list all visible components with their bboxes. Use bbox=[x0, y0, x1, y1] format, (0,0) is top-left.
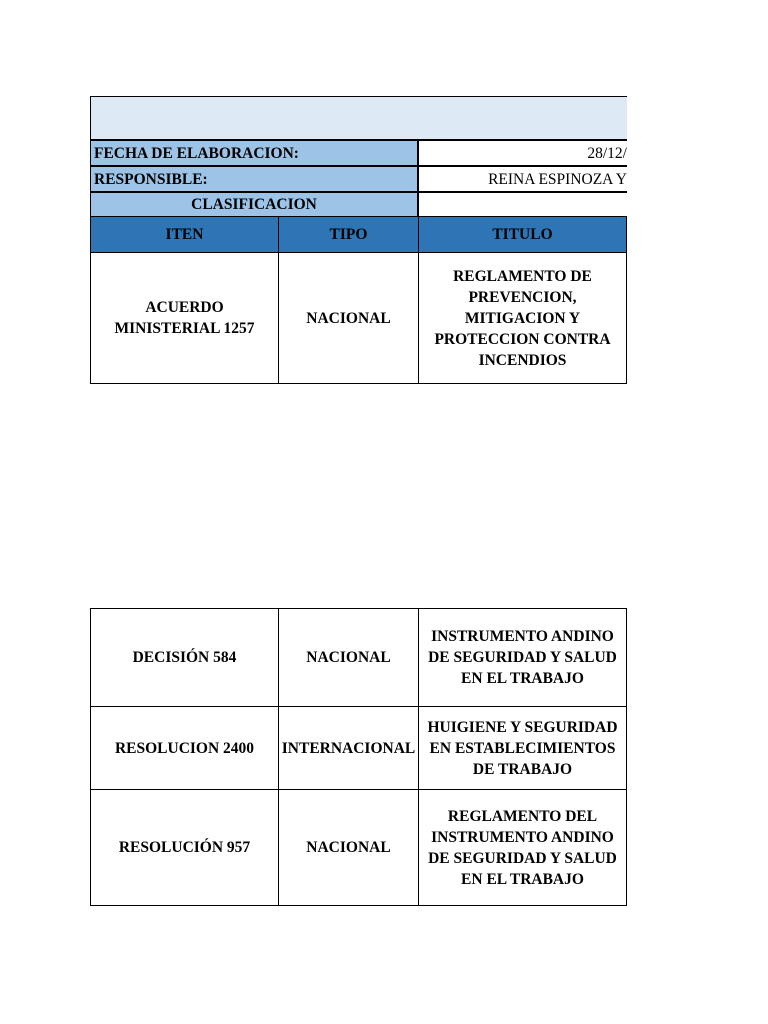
header-titulo: TITULO bbox=[418, 216, 627, 253]
row-1-tipo: NACIONAL bbox=[278, 252, 419, 384]
row-1-titulo: REGLAMENTO DE PREVENCION, MITIGACION Y PROTECCION CONTRA INCENDIOS bbox=[418, 252, 627, 384]
clasificacion-label: CLASIFICACION bbox=[90, 192, 418, 217]
row-3-titulo: HUIGIENE Y SEGURIDAD EN ESTABLECIMIENTOS DE TRABAJO bbox=[418, 706, 627, 790]
row-4-tipo: NACIONAL bbox=[278, 789, 419, 906]
fecha-value: 28/12/ bbox=[418, 140, 627, 166]
header-iten: ITEN bbox=[90, 216, 279, 253]
header-tipo: TIPO bbox=[278, 216, 419, 253]
row-3-tipo: INTERNACIONAL bbox=[278, 706, 419, 790]
row-2-tipo: NACIONAL bbox=[278, 608, 419, 707]
row-1-iten: ACUERDO MINISTERIAL 1257 bbox=[90, 252, 279, 384]
fecha-label: FECHA DE ELABORACION: bbox=[90, 140, 418, 166]
title-band bbox=[90, 96, 627, 140]
row-4-iten: RESOLUCIÓN 957 bbox=[90, 789, 279, 906]
clasificacion-value bbox=[418, 192, 627, 217]
responsible-value: REINA ESPINOZA Y bbox=[418, 166, 627, 192]
responsible-label: RESPONSIBLE: bbox=[90, 166, 418, 192]
row-2-titulo: INSTRUMENTO ANDINO DE SEGURIDAD Y SALUD EN EL TRABAJO bbox=[418, 608, 627, 707]
row-3-iten: RESOLUCION 2400 bbox=[90, 706, 279, 790]
row-4-titulo: REGLAMENTO DEL INSTRUMENTO ANDINO DE SEGURIDAD Y SALUD EN EL TRABAJO bbox=[418, 789, 627, 906]
row-2-iten: DECISIÓN 584 bbox=[90, 608, 279, 707]
